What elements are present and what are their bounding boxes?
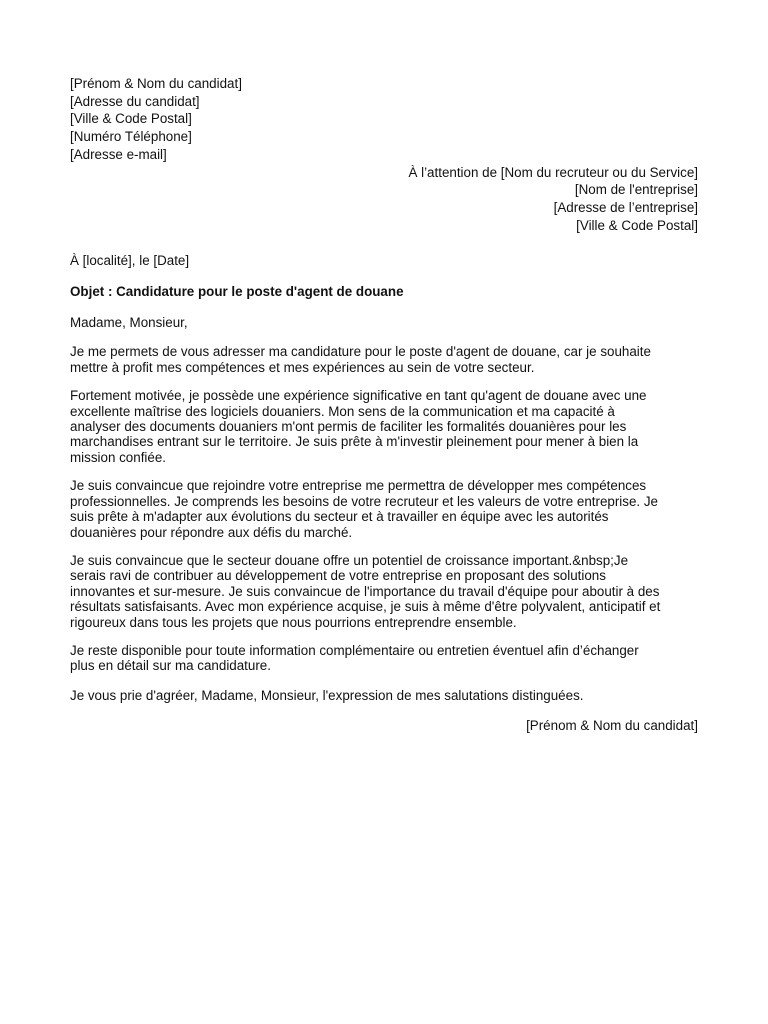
signature-text: [Prénom & Nom du candidat] [526,718,698,734]
paragraph-line: mission confiée. [70,449,167,465]
paragraph-line: serais ravi de contribuer au développement de votre entreprise en proposant des solutions [70,568,606,584]
sender-block [70,75,698,164]
subject-text: Objet : Candidature pour le poste d'agent de douane [70,284,404,300]
sender-address: [Adresse du candidat] [70,93,200,109]
paragraph-line: professionnelles. Je comprends les besoins de votre recruteur et les valeurs de votre entreprise. Je [70,493,658,509]
recipient-city: [Ville & Code Postal] [576,217,698,233]
recipient-block [70,164,698,235]
paragraph-line: résultats satisfaisants. Avec mon expérience acquise, je suis à même d'être polyvalent, anticipatif et [70,599,661,615]
paragraph-availability [70,643,698,674]
paragraph-line: analyser des documents douaniers m'ont permis de faciliter les formalités douanières pour les [70,419,627,435]
paragraph-line: Fortement motivée, je possède une expérience significative en tant qu'agent de douane avec une [70,388,647,404]
paragraph-line: plus en détail sur ma candidature. [70,658,271,674]
paragraph-line: suis prête à m'adapter aux évolutions du secteur et à travailler en équipe avec les autorités [70,509,609,525]
signature-block [70,717,698,735]
paragraph-line: rigoureux dans tous les projets que nous pourrions entreprendre ensemble. [70,614,517,630]
closing-formula [70,687,698,705]
paragraph-line: Je suis convaincue que rejoindre votre entreprise me permettra de développer mes compétences [70,478,647,494]
sender-city: [Ville & Code Postal] [70,111,192,127]
paragraph-line: mettre à profit mes compétences et mes expériences au sein de votre secteur. [70,359,535,375]
paragraph-line: innovantes et sur-mesure. Je suis convaincue de l'importance du travail d'équipe pour aboutir à des [70,583,660,599]
date-text: À [localité], le [Date] [70,253,190,269]
date-line [70,252,698,270]
paragraph-experience [70,388,698,465]
subject-line [70,283,698,301]
sender-email: [Adresse e-mail] [70,146,167,162]
recipient-company: [Nom de l'entreprise] [574,182,698,198]
sender-phone: [Numéro Téléphone] [70,129,192,145]
paragraph-line: douanières pour répondre aux défis du marché. [70,524,353,540]
paragraph-line: marchandises entrant sur le territoire. Je suis prête à m'investir pleinement pour mener à bien la [70,434,639,450]
paragraph-intro [70,344,698,375]
paragraph-sector [70,553,698,630]
salutation-text: Madame, Monsieur, [70,314,188,330]
recipient-address: [Adresse de l’entreprise] [553,199,698,215]
recipient-attention: À l’attention de [Nom du recruteur ou du Service] [408,164,698,180]
paragraph-motivation [70,478,698,540]
paragraph-line: Je me permets de vous adresser ma candidature pour le poste d'agent de douane, car je souhaite [70,344,651,360]
paragraph-line: excellente maîtrise des logiciels douaniers. Mon sens de la communication et ma capacité à [70,403,615,419]
closing-text: Je vous prie d'agréer, Madame, Monsieur, l'expression de mes salutations distinguées. [70,687,584,703]
paragraph-line: Je suis convaincue que le secteur douane offre un potentiel de croissance important.&nbsp;Je [70,552,629,568]
paragraph-line: Je reste disponible pour toute information complémentaire ou entretien éventuel afin d’échanger [70,642,639,658]
sender-name: [Prénom & Nom du candidat] [70,76,242,91]
salutation [70,314,698,332]
cover-letter [70,75,698,735]
